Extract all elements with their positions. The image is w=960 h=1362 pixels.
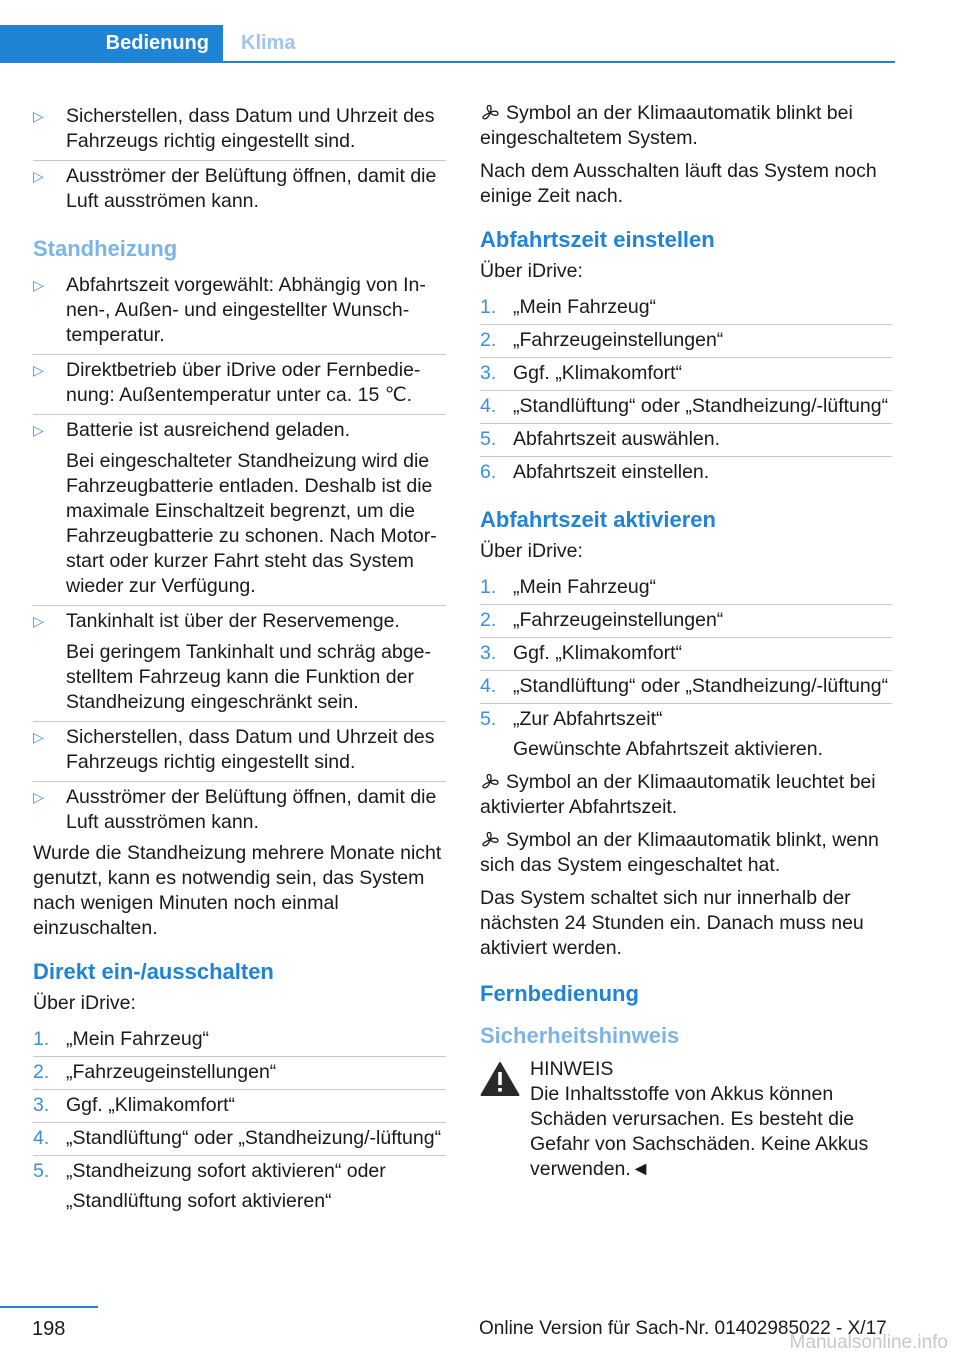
tab-klima: Klima <box>241 31 296 54</box>
system-paragraph: Das System schaltet sich nur innerhalb der nächsten 24 Stunden ein. Danach muss neu aktiviert werden. <box>480 887 864 959</box>
bullet-item <box>33 414 446 605</box>
bullet-text: Abfahrtszeit vorgewählt: Abhängig von In-nen-, Außen- und eingestellter Wunsch-temperatur. <box>66 274 426 346</box>
step-text: „Standheizung sofort aktivieren“ oder <box>66 1160 386 1182</box>
warning-triangle-icon <box>480 1061 520 1097</box>
direkt-steps-list <box>33 1024 446 1218</box>
bullet-item <box>33 354 446 414</box>
step-number: 2. <box>33 1061 50 1083</box>
bullet-item <box>33 101 446 160</box>
list-item <box>480 390 892 423</box>
abfahrt-einstellen-heading: Abfahrtszeit einstellen <box>480 227 715 252</box>
step-number: 2. <box>480 329 497 351</box>
fan-icon <box>480 831 500 849</box>
bullet-item <box>33 781 446 841</box>
step-number: 1. <box>33 1028 50 1050</box>
triangle-right-icon: ▷ <box>33 613 44 629</box>
aktivieren-steps-list <box>480 572 892 766</box>
list-item <box>33 1024 446 1056</box>
step-text: „Fahrzeugeinstellungen“ <box>513 609 724 631</box>
page-header <box>0 0 895 62</box>
bullet-text: Ausströmer der Belüftung öffnen, damit die Luft ausströmen kann. <box>66 786 437 833</box>
hinweis-line1: Die Inhaltsstoffe von Akkus können <box>530 1083 834 1105</box>
right-column <box>480 101 892 1182</box>
list-item <box>480 292 892 324</box>
symbol-blinkt-text: Symbol an der Klimaautomatik blinkt, wenn sich das System eingeschaltet hat. <box>480 829 879 876</box>
warning-notice <box>480 1057 892 1182</box>
nachlauf-paragraph: Nach dem Ausschalten läuft das System noch einige Zeit nach. <box>480 160 877 207</box>
bullet-text: Sicherstellen, dass Datum und Uhrzeit des Fahrzeugs richtig eingestellt sind. <box>66 726 435 773</box>
step-number: 1. <box>480 576 497 598</box>
bullet-text: Direktbetrieb über iDrive oder Fernbedie-nung: Außentemperatur unter ca. 15 ℃. <box>66 359 421 406</box>
list-item <box>480 324 892 357</box>
abfahrt-aktivieren-heading: Abfahrtszeit aktivieren <box>480 507 716 532</box>
step-text: Ggf. „Klimakomfort“ <box>513 362 683 384</box>
step-text: „Zur Abfahrtszeit“ <box>513 708 663 730</box>
einstellen-steps-list <box>480 292 892 489</box>
step-number: 4. <box>33 1127 50 1149</box>
list-item <box>480 637 892 670</box>
fan-icon <box>480 104 500 122</box>
list-item <box>480 604 892 637</box>
step-text: „Standlüftung“ oder „Standheizung/-lüftung“ <box>513 395 889 417</box>
direkt-intro: Über iDrive: <box>33 992 136 1014</box>
aktivieren-intro: Über iDrive: <box>480 540 583 562</box>
online-version-text: Online Version für Sach-Nr. 01402985022 - X/17 <box>479 1318 887 1339</box>
bullet-item <box>33 605 446 721</box>
symbol-leuchtet-paragraph <box>480 770 892 820</box>
step-subtext: Gewünschte Abfahrtszeit aktivieren. <box>513 738 823 760</box>
hinweis-text: Schäden verursachen. Es besteht die Gefahr von Sachschäden. Keine Akkus verwenden.◄ <box>530 1108 869 1180</box>
list-item <box>480 423 892 456</box>
triangle-right-icon: ▷ <box>33 108 44 124</box>
header-rule <box>0 61 895 63</box>
step-number: 1. <box>480 296 497 318</box>
page-number: 198 <box>32 1318 66 1340</box>
tab-bedienung: Bedienung <box>0 25 223 61</box>
triangle-right-icon: ▷ <box>33 729 44 745</box>
bullet-text: Sicherstellen, dass Datum und Uhrzeit des Fahrzeugs richtig eingestellt sind. <box>66 105 435 152</box>
step-text: Ggf. „Klimakomfort“ <box>66 1094 236 1116</box>
symbol-blink-text: Symbol an der Klimaautomatik blinkt bei eingeschaltetem System. <box>480 102 853 149</box>
step-number: 5. <box>480 428 497 450</box>
step-subtext: „Standlüftung sofort aktivieren“ <box>66 1190 332 1212</box>
step-number: 5. <box>480 708 497 730</box>
list-item <box>480 703 892 766</box>
bullet-subtext: Bei geringem Tankinhalt und schräg abge-stelltem Fahrzeug kann die Funktion der Standheizung eingeschränkt sein. <box>66 641 431 713</box>
bullet-text: Ausströmer der Belüftung öffnen, damit die Luft ausströmen kann. <box>66 165 437 212</box>
standheizung-heading: Standheizung <box>33 236 178 261</box>
list-item <box>480 357 892 390</box>
fernbedienung-heading: Fernbedienung <box>480 981 639 1006</box>
bullet-subtext: Bei eingeschalteter Standheizung wird die Fahrzeugbatterie entladen. Deshalb ist die maximale Einschaltzeit begrenzt, um die Fahrzeugbatterie zu schonen. Nach Motor-start oder kurzer Fahrt steht das System wieder zur Verfügung. <box>66 450 437 597</box>
step-number: 5. <box>33 1160 50 1182</box>
list-item <box>33 1056 446 1089</box>
sicherheitshinweis-heading: Sicherheitshinweis <box>480 1023 680 1048</box>
step-text: „Mein Fahrzeug“ <box>513 296 657 318</box>
bullet-text: Tankinhalt ist über der Reservemenge. <box>66 610 400 632</box>
list-item <box>480 572 892 604</box>
bullet-item <box>33 270 446 354</box>
hinweis-label: HINWEIS <box>530 1058 614 1080</box>
direkt-heading: Direkt ein-/ausschalten <box>33 959 274 984</box>
step-text: „Fahrzeugeinstellungen“ <box>66 1061 277 1083</box>
list-item <box>33 1155 446 1218</box>
step-number: 4. <box>480 675 497 697</box>
einstellen-intro: Über iDrive: <box>480 260 583 282</box>
step-number: 6. <box>480 461 497 483</box>
step-number: 4. <box>480 395 497 417</box>
step-text: Ggf. „Klimakomfort“ <box>513 642 683 664</box>
triangle-right-icon: ▷ <box>33 362 44 378</box>
triangle-right-icon: ▷ <box>33 789 44 805</box>
step-text: Abfahrtszeit auswählen. <box>513 428 721 450</box>
symbol-leuchtet-text: Symbol an der Klimaautomatik leuchtet bei aktivierter Abfahrtszeit. <box>480 771 876 818</box>
step-number: 2. <box>480 609 497 631</box>
symbol-blinkt-paragraph <box>480 828 892 878</box>
step-number: 3. <box>480 362 497 384</box>
triangle-right-icon: ▷ <box>33 277 44 293</box>
left-column <box>33 101 446 1218</box>
standheizung-paragraph: Wurde die Standheizung mehrere Monate nicht genutzt, kann es notwendig sein, das System nach wenigen Minuten noch einmal einzuschalten. <box>33 842 442 939</box>
list-item <box>33 1089 446 1122</box>
bullet-text: Batterie ist ausreichend geladen. <box>66 419 351 441</box>
triangle-right-icon: ▷ <box>33 168 44 184</box>
step-text: Abfahrtszeit einstellen. <box>513 461 710 483</box>
step-text: „Standlüftung“ oder „Standheizung/-lüftung“ <box>66 1127 442 1149</box>
step-text: „Mein Fahrzeug“ <box>513 576 657 598</box>
fan-icon <box>480 773 500 791</box>
step-text: „Standlüftung“ oder „Standheizung/-lüftung“ <box>513 675 889 697</box>
watermark: Manualsonline.info <box>789 1332 948 1353</box>
triangle-right-icon: ▷ <box>33 422 44 438</box>
step-number: 3. <box>480 642 497 664</box>
footer-rule <box>0 1306 98 1308</box>
step-number: 3. <box>33 1094 50 1116</box>
list-item <box>480 670 892 703</box>
symbol-blink-paragraph <box>480 101 892 151</box>
step-text: „Fahrzeugeinstellungen“ <box>513 329 724 351</box>
step-text: „Mein Fahrzeug“ <box>66 1028 210 1050</box>
list-item <box>480 456 892 489</box>
bullet-item <box>33 721 446 781</box>
bullet-item <box>33 160 446 220</box>
list-item <box>33 1122 446 1155</box>
